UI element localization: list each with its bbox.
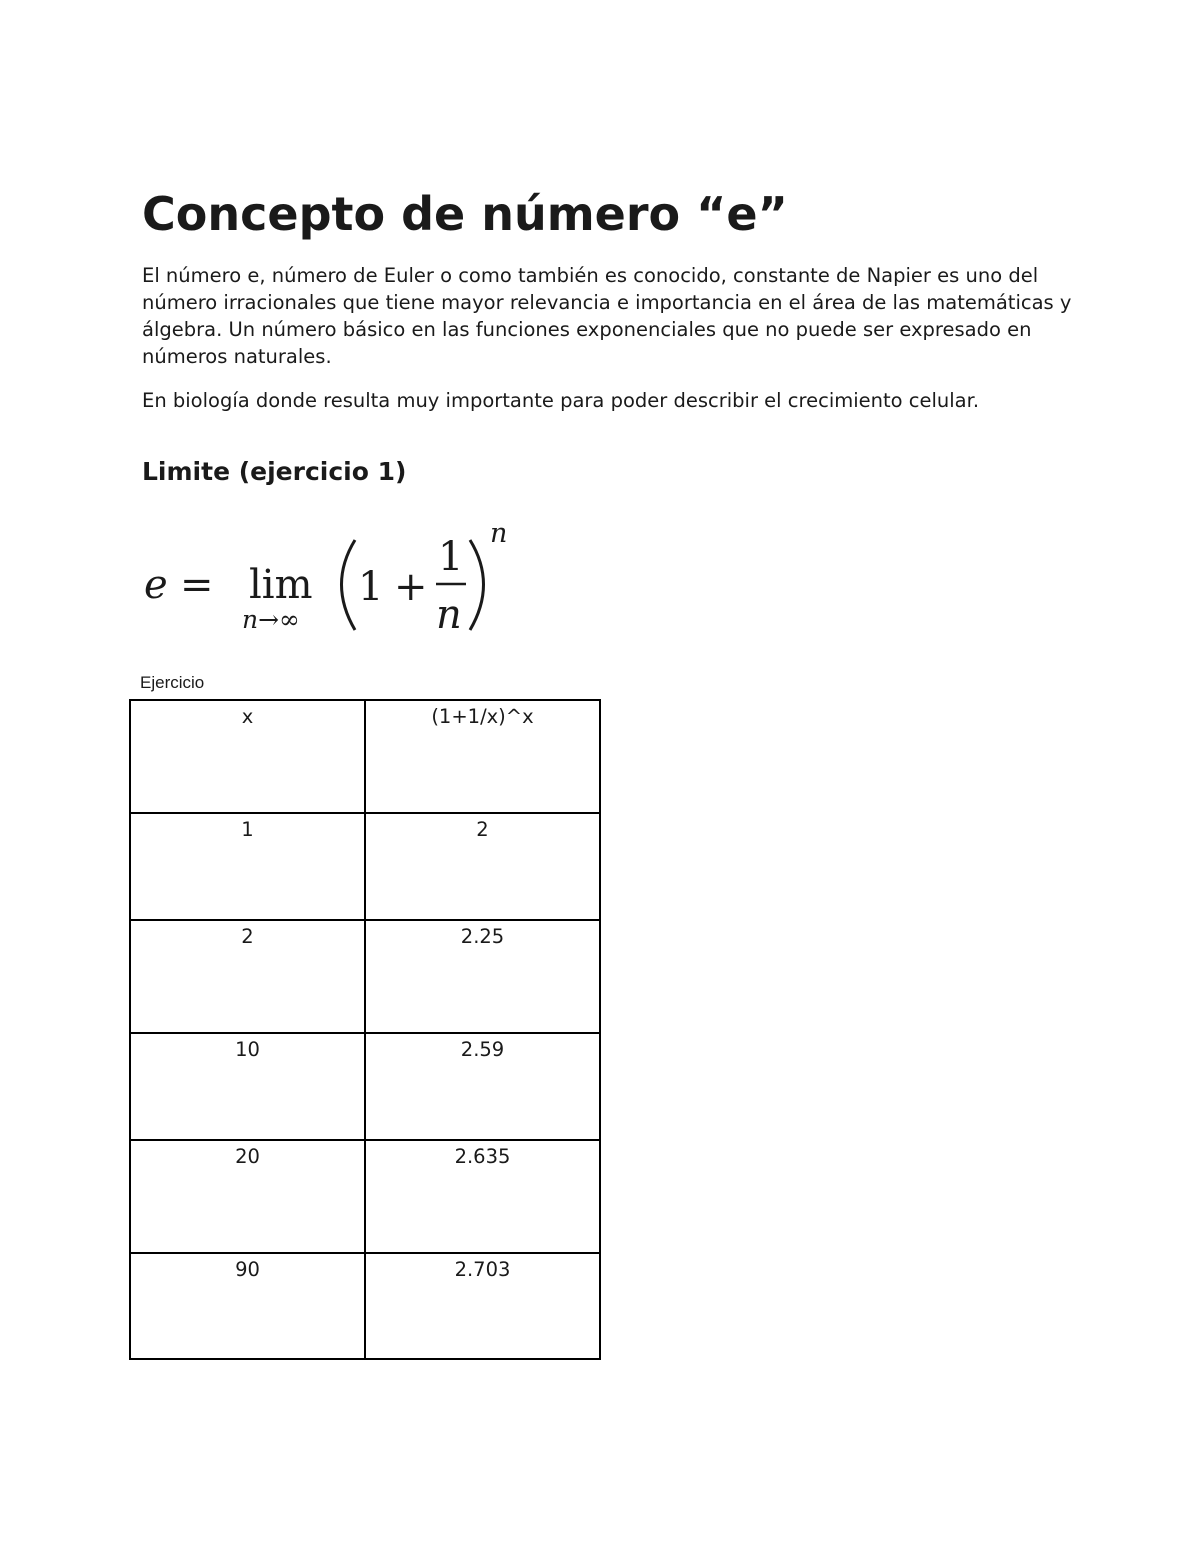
formula-lim: lim — [249, 562, 313, 608]
table-row — [130, 1140, 600, 1253]
formula-one: 1 — [358, 564, 384, 610]
exercise-table — [129, 699, 601, 1360]
table-row — [130, 1033, 600, 1140]
formula-subscript: n→∞ — [242, 605, 300, 634]
formula-equals: = — [180, 562, 214, 608]
section-heading: Limite (ejercicio 1) — [142, 457, 407, 486]
cell-x: 90 — [130, 1253, 365, 1359]
table-caption: Ejercicio — [140, 673, 205, 692]
limit-formula — [138, 520, 528, 650]
table-row — [130, 813, 600, 920]
cell-x: 10 — [130, 1033, 365, 1140]
cell-value: 2.25 — [365, 920, 600, 1033]
page-title: Concepto de número “e” — [142, 187, 788, 241]
header-x: x — [130, 700, 365, 813]
left-paren — [342, 540, 356, 630]
formula-exponent: n — [490, 520, 508, 549]
formula-lhs: e — [144, 562, 168, 608]
cell-value: 2.635 — [365, 1140, 600, 1253]
biology-paragraph: En biología donde resulta muy importante para poder describir el crecimiento celular. — [142, 389, 980, 412]
fraction-numerator: 1 — [438, 534, 464, 580]
header-expression: (1+1/x)^x — [365, 700, 600, 813]
cell-x: 1 — [130, 813, 365, 920]
cell-value: 2.703 — [365, 1253, 600, 1359]
cell-value: 2.59 — [365, 1033, 600, 1140]
cell-x: 2 — [130, 920, 365, 1033]
fraction-denominator: n — [436, 592, 462, 638]
table-row — [130, 1253, 600, 1359]
table-header-row — [130, 700, 600, 813]
intro-paragraph: El número e, número de Euler o como también es conocido, constante de Napier es uno del número irracionales que tiene mayor relevancia e importancia en el área de las matemáticas y álgebra. Un número básico en las funciones exponenciales que no puede ser expresado en números naturales. — [142, 264, 1072, 368]
right-paren — [470, 540, 484, 630]
cell-x: 20 — [130, 1140, 365, 1253]
formula-plus: + — [394, 564, 428, 610]
cell-value: 2 — [365, 813, 600, 920]
table-row — [130, 920, 600, 1033]
